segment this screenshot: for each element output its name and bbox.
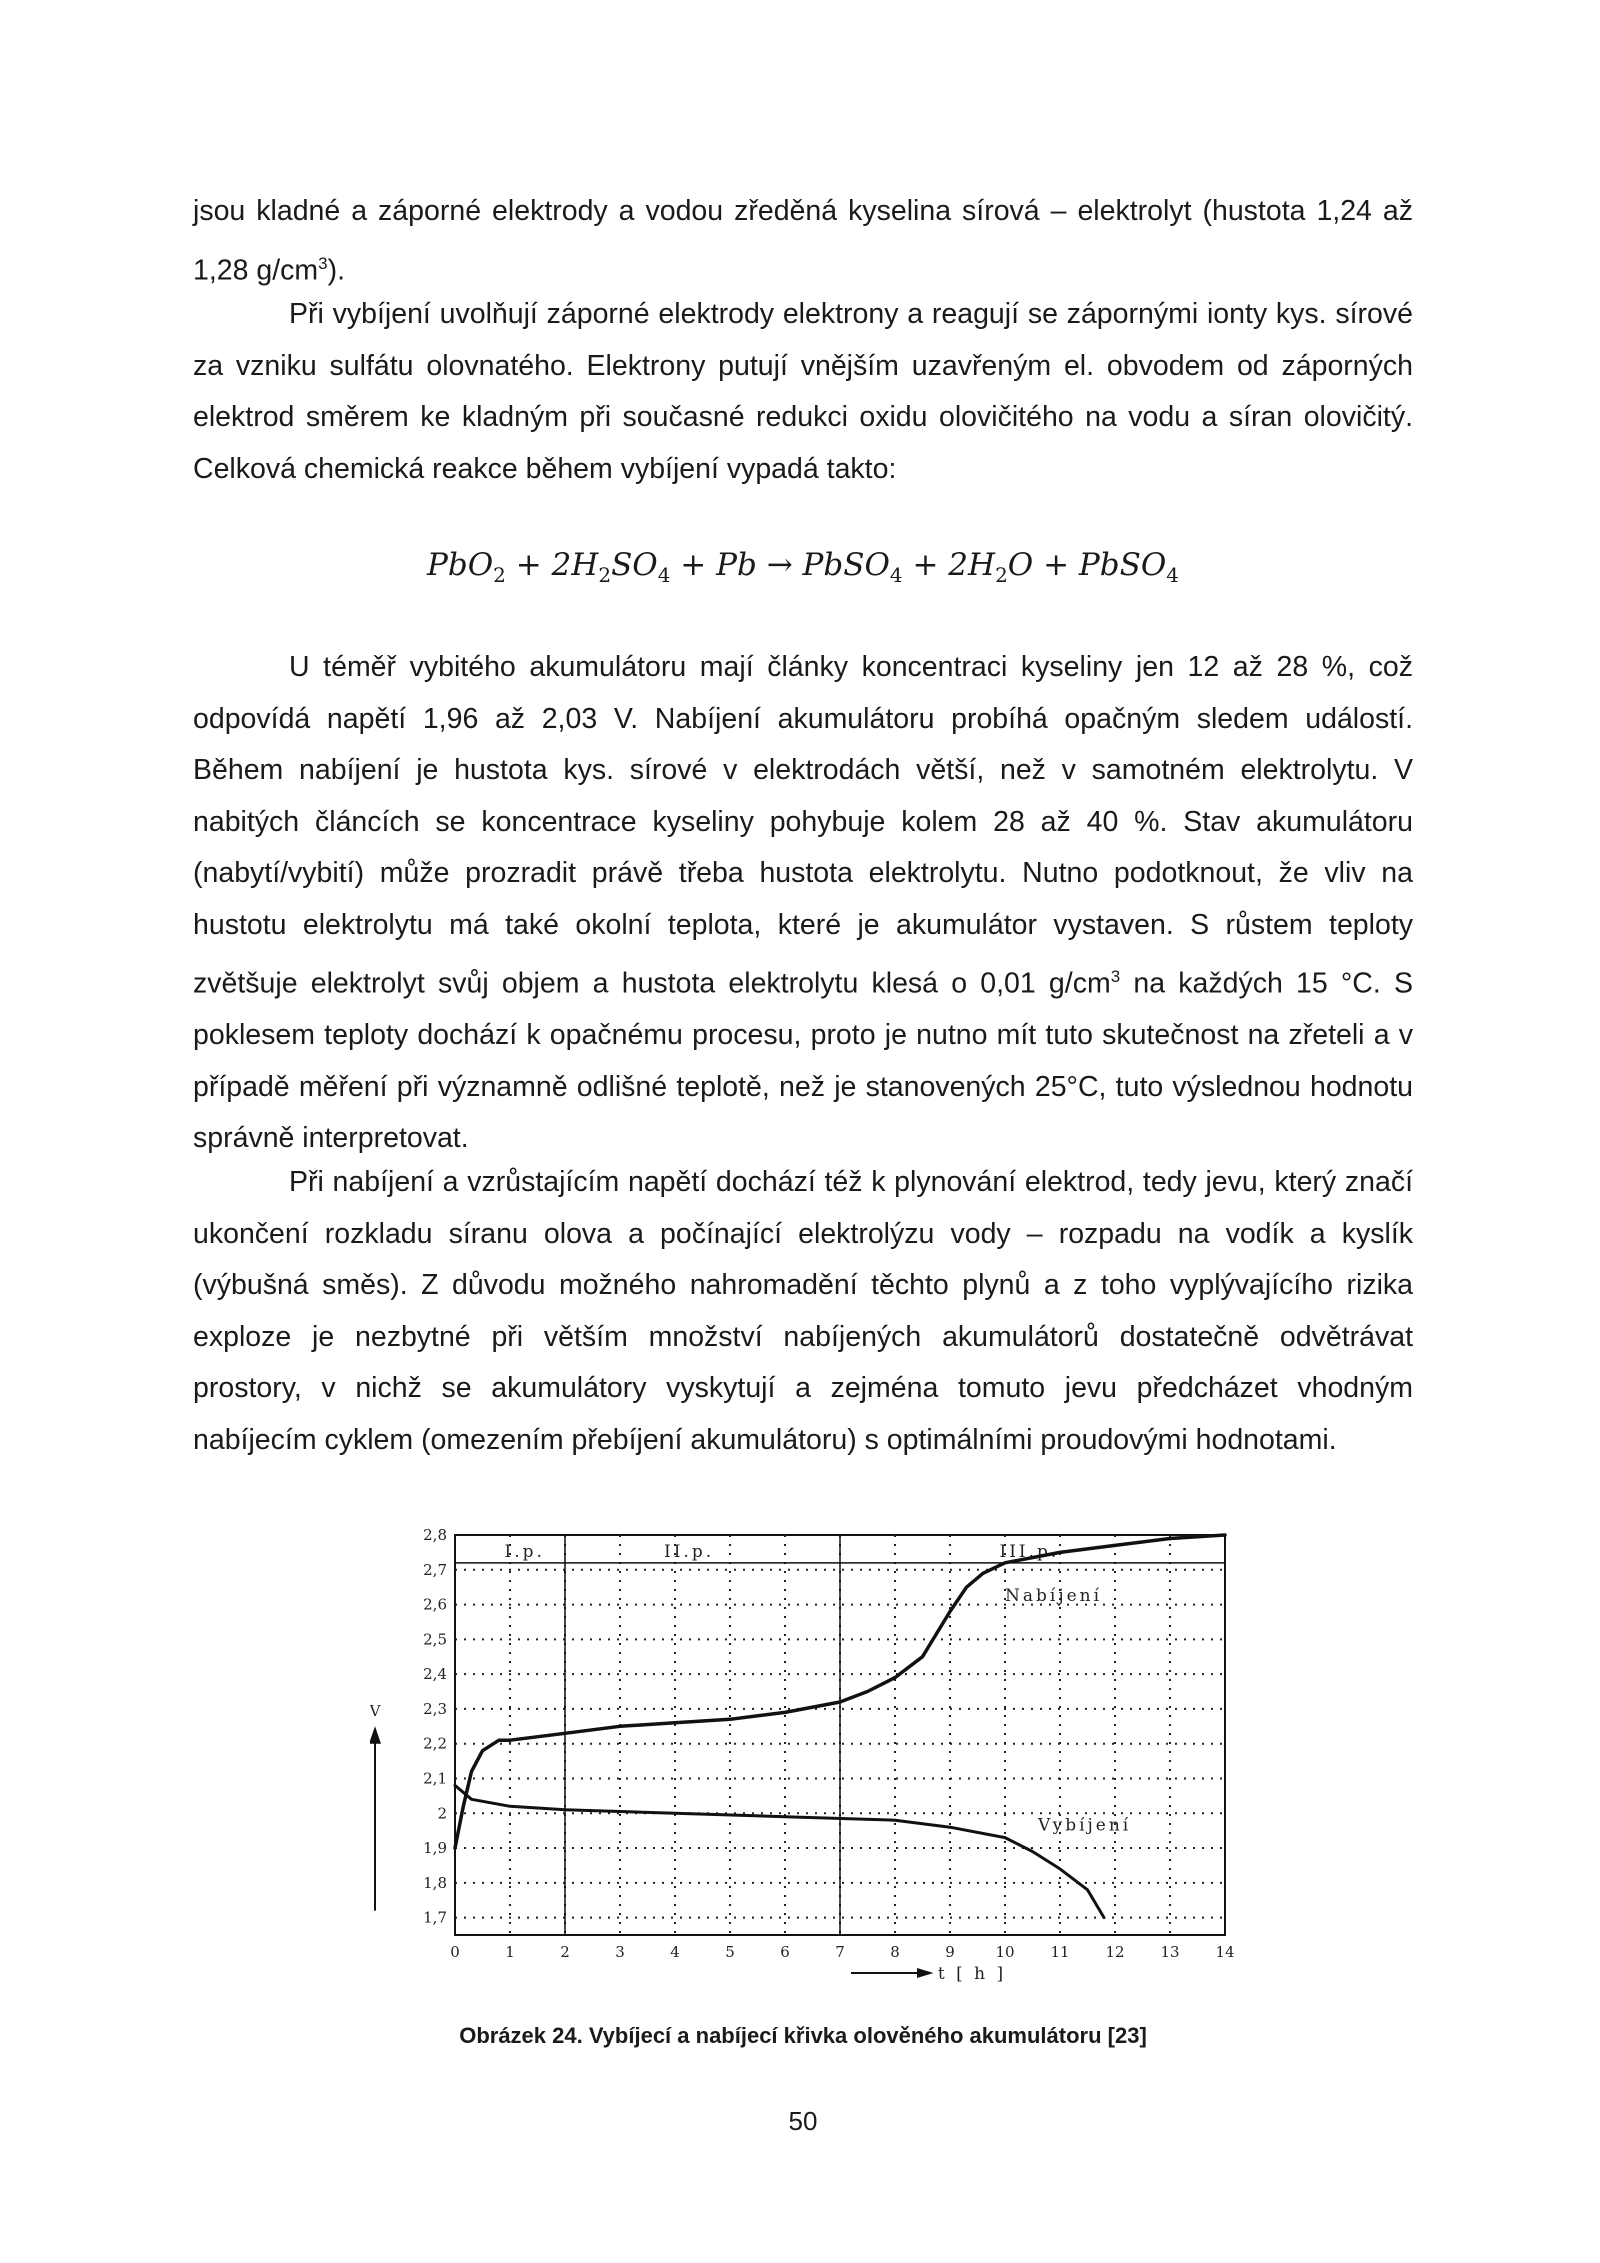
- y-tick-label: 2,3: [423, 1699, 447, 1718]
- paragraph-2: Při vybíjení uvolňují záporné elektrody elektrony a reagují se zápornými ionty kys. sírové za vzniku sulfátu olovnatého. Elektrony putují vnějším uzavřeným el. obvodem od záporných elektrod směrem ke kladným při současné redukci oxidu olovičitého na vodu a síran olovičitý. Celková chemická reakce během vybíjení vypadá takto:: [193, 298, 1413, 485]
- chemical-equation: $PbO_2 + 2H_2SO_4 + Pb$ → PbSO$_4$ + $2H_2O$ + PbSO$_4$: [427, 547, 1179, 588]
- y-tick-label: 2: [437, 1804, 447, 1823]
- x-tick-label: 0: [450, 1943, 460, 1961]
- x-tick-label: 11: [1050, 1943, 1070, 1961]
- y-tick-label: 2,5: [423, 1630, 447, 1649]
- x-tick-label: 1: [505, 1943, 515, 1961]
- y-tick-label: 1,9: [423, 1839, 447, 1858]
- y-tick-label: 2,7: [423, 1560, 447, 1579]
- region-label: II.p.: [664, 1542, 715, 1562]
- y-tick-label: 2,1: [423, 1769, 447, 1788]
- x-tick-label: 2: [560, 1943, 570, 1961]
- x-tick-label: 9: [945, 1943, 955, 1961]
- battery-chart-figure: [370, 1525, 1250, 1985]
- series-label-charging: Nabíjení: [1005, 1586, 1103, 1607]
- y-axis-arrow-head: [370, 1726, 381, 1743]
- x-tick-label: 14: [1215, 1943, 1235, 1961]
- x-axis-arrow-head: [917, 1968, 934, 1978]
- x-tick-label: 4: [670, 1943, 680, 1961]
- paragraph-3: U téměř vybitého akumulátoru mají články koncentraci kyseliny jen 12 až 28 %, což odpovídá napětí 1,96 až 2,03 V. Nabíjení akumulátoru probíhá opačným sledem událostí. Během nabíjení je hustota kys. sírové v elektrodách větší, než v samotném elektrolytu. V nabitých článcích se koncentrace kyseliny pohybuje kolem 28 až 40 %. Stav akumulátoru (nabytí/vybití) může prozradit právě třeba hustota elektrolytu. Nutno podotknout, že vliv na hustotu elektrolytu má také okolní teplota, které je akumulátor vystaven. S růstem teploty zvětšuje elektrolyt svůj objem a hustota elektrolytu klesá o 0,01 $g/cm^3$ na každých 15 °C. S poklesem teploty dochází k opačnému procesu, proto je nutno mít tuto skutečnost na zřeteli a v případě měření při významně odlišné teplotě, než je stanovených 25°C, tuto výslednou hodnotu správně interpretovat.: [193, 651, 1413, 1154]
- x-tick-label: 7: [835, 1943, 845, 1961]
- region-label: I.p.: [504, 1542, 545, 1562]
- paragraph-1: jsou kladné a záporné elektrody a vodou zředěná kyselina sírová – elektrolyt (hustota 1,24 až 1,28 $g/cm^3$).: [193, 195, 1413, 286]
- charge-discharge-chart: [370, 1525, 1250, 1985]
- y-tick-label: 2,2: [423, 1734, 447, 1753]
- x-tick-label: 6: [780, 1943, 790, 1961]
- figure-caption: Obrázek 24. Vybíjecí a nabíjecí křivka olověného akumulátoru [23]: [459, 2023, 1147, 2048]
- paragraph-4: Při nabíjení a vzrůstajícím napětí dochází též k plynování elektrod, tedy jevu, který značí ukončení rozkladu síranu olova a počínající elektrolýzu vody – rozpadu na vodík a kyslík (výbušná směs). Z důvodu možného nahromadění těchto plynů a z toho vyplývajícího rizika exploze je nezbytné při větším množství nabíjených akumulátorů dostatečně odvětrávat prostory, v nichž se akumulátory vyskytují a zejména tomuto jevu předcházet vhodným nabíjecím cyklem (omezením přebíjení akumulátoru) s optimálními proudovými hodnotami.: [193, 1166, 1413, 1456]
- x-tick-label: 8: [890, 1943, 900, 1961]
- y-tick-label: 2,4: [423, 1665, 447, 1684]
- y-axis-label: V: [370, 1701, 381, 1720]
- x-tick-label: 10: [995, 1943, 1015, 1961]
- y-tick-label: 1,8: [423, 1873, 447, 1892]
- y-tick-label: 2,6: [423, 1595, 447, 1614]
- x-tick-label: 3: [615, 1943, 625, 1961]
- x-tick-label: 13: [1160, 1943, 1180, 1961]
- region-label: III.p.: [999, 1542, 1060, 1562]
- series-line-discharging: [455, 1785, 1104, 1917]
- x-tick-label: 12: [1105, 1943, 1125, 1961]
- page-number: 50: [788, 2106, 818, 2136]
- x-axis-label: t [ h ]: [937, 1964, 1007, 1984]
- series-label-discharging: Vybíjení: [1038, 1815, 1132, 1836]
- x-tick-label: 5: [725, 1943, 735, 1961]
- y-tick-label: 2,8: [423, 1526, 447, 1544]
- y-tick-label: 1,7: [423, 1908, 447, 1927]
